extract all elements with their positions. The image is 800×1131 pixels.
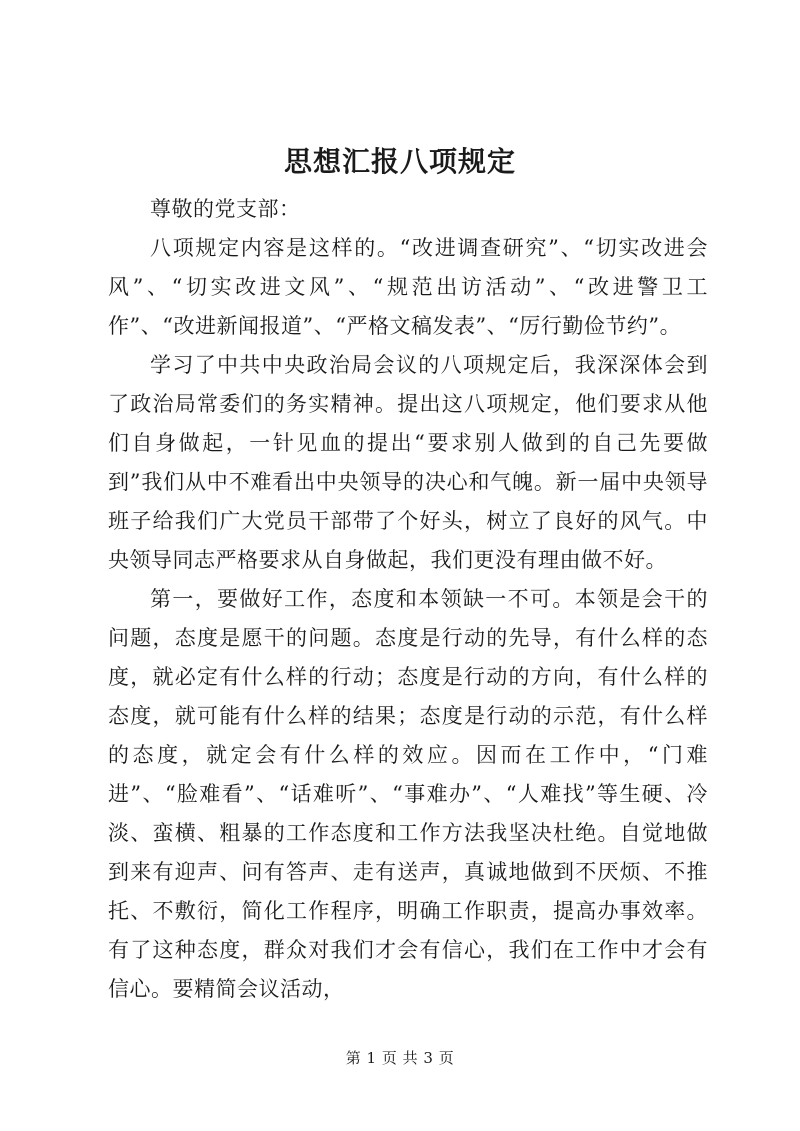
document-title: 思想汇报八项规定 — [283, 145, 516, 178]
paragraph: 八项规定内容是这样的。“改进调查研究”、“切实改进会风”、“切实改进文风”、“规范出访活动”、“改进警卫工作”、“改进新闻报道”、“严格文稿发表”、“厉行勤俭节约”。 — [108, 236, 708, 338]
salutation: 尊敬的党支部： — [150, 197, 301, 221]
paragraph: 学习了中共中央政治局会议的八项规定后，我深深体会到了政治局常委们的务实精神。提出这八项规定，他们要求从他们自身做起，一针见血的提出“要求别人做到的自己先要做到”我们从中不难看出中央领导的决心和气魄。新一届中央领导班子给我们广大党员干部带了个好头，树立了良好的风气。中央领导同志严格要求从自身做起，我们更没有理由做不好。 — [108, 353, 708, 572]
paragraph: 第一，要做好工作，态度和本领缺一不可。本领是会干的问题，态度是愿干的问题。态度是行动的先导，有什么样的态度，就必定有什么样的行动；态度是行动的方向，有什么样的态度，就可能有什么样的结果；态度是行动的示范，有什么样的态度，就定会有什么样的效应。因而在工作中，“门难进”、“脸难看”、“话难听”、“事难办”、“人难找”等生硬、冷淡、蛮横、粗暴的工作态度和工作方法我坚决杜绝。自觉地做到来有迎声、问有答声、走有送声，真诚地做到不厌烦、不推托、不敷衍，简化工作程序，明确工作职责，提高办事效率。有了这种态度，群众对我们才会有信心，我们在工作中才会有信心。要精简会议活动， — [108, 587, 708, 1001]
document-body — [108, 190, 708, 1009]
page-footer: 第 1 页 共 3 页 — [345, 1049, 455, 1067]
